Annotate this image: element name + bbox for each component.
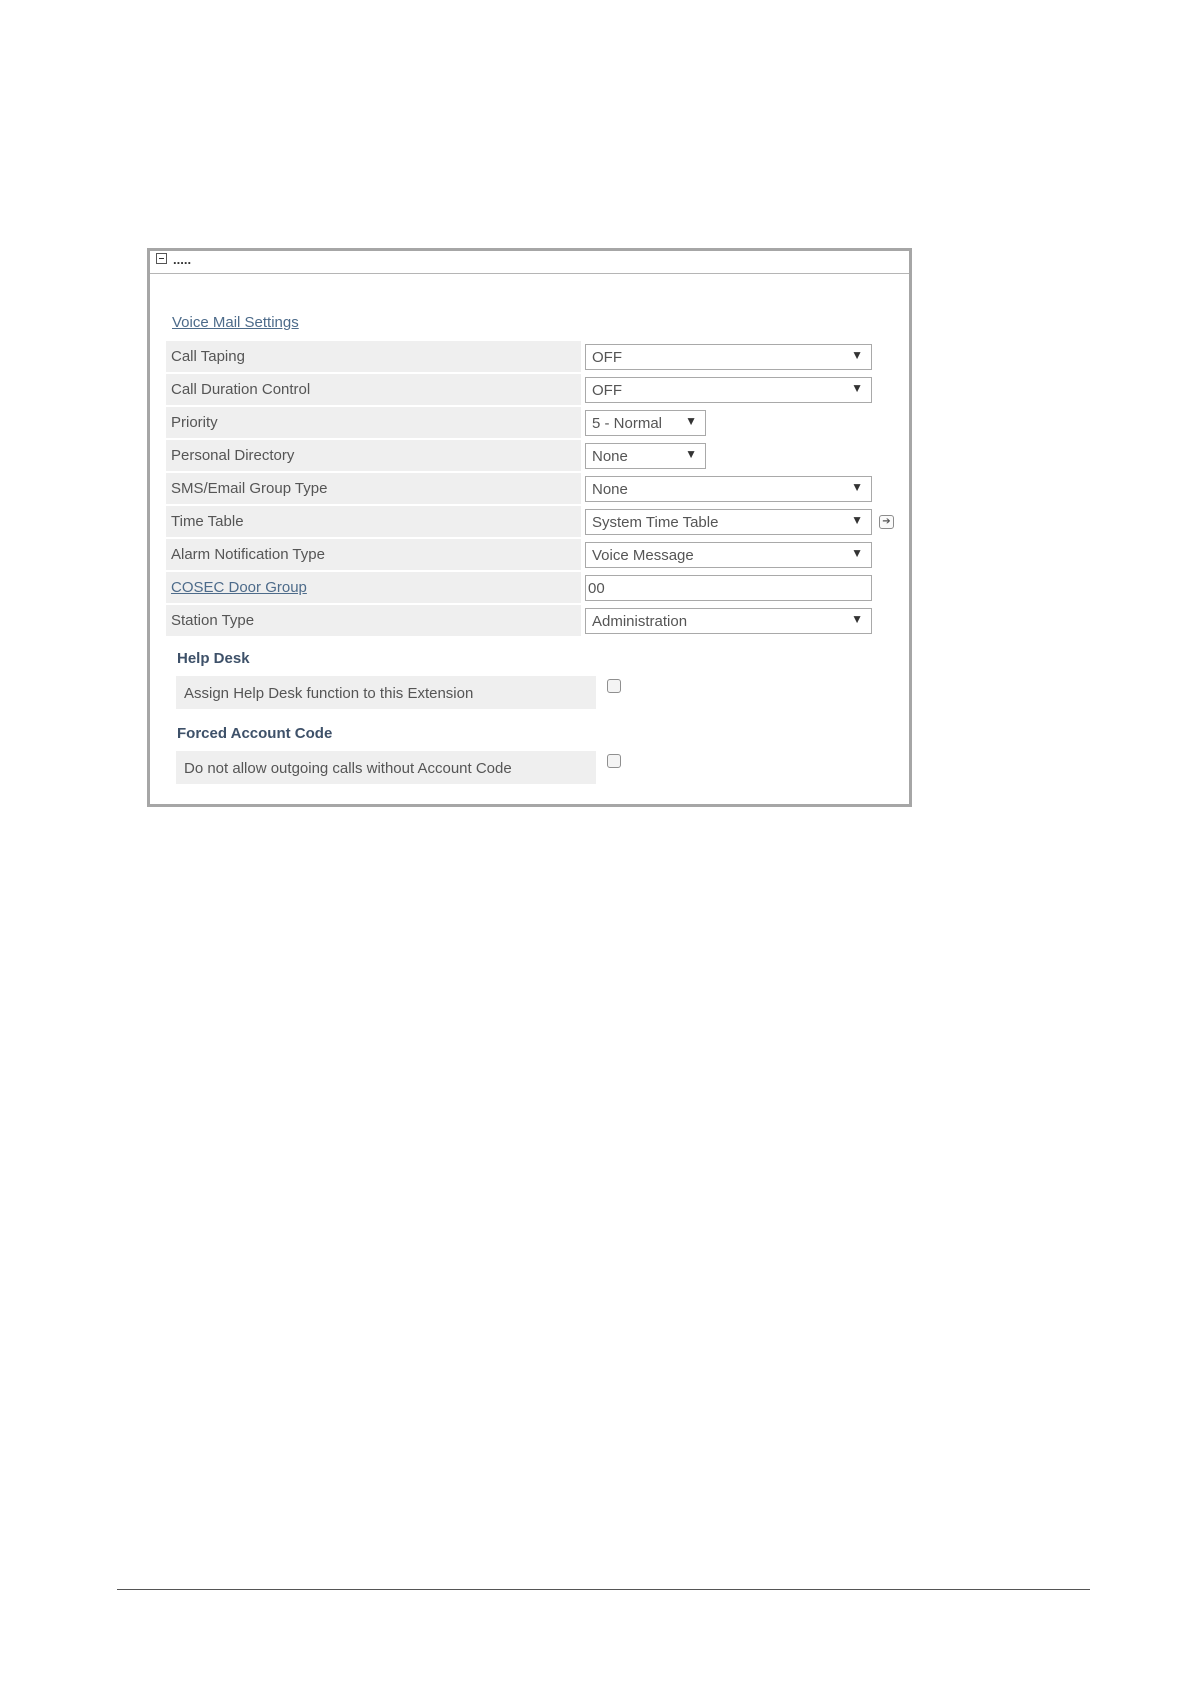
forced-account-code-checkbox-label: Do not allow outgoing calls without Account Code <box>176 751 596 784</box>
cosec-door-group-row <box>166 572 886 603</box>
forced-account-code-checkbox[interactable] <box>607 754 621 768</box>
sms-email-group-type-value: None <box>592 481 628 498</box>
settings-rows <box>166 341 891 638</box>
panel-header <box>150 251 909 274</box>
dropdown-arrow-icon: ▼ <box>851 513 863 527</box>
station-type-row <box>166 605 886 636</box>
dropdown-arrow-icon: ▼ <box>685 414 697 428</box>
alarm-notification-type-value: Voice Message <box>592 547 694 564</box>
arrow-right-icon[interactable]: ➔ <box>879 515 894 529</box>
priority-select[interactable] <box>585 410 706 436</box>
station-type-label: Station Type <box>166 605 581 636</box>
call-taping-value: OFF <box>592 349 622 366</box>
dropdown-arrow-icon: ▼ <box>851 480 863 494</box>
sms-email-group-type-label: SMS/Email Group Type <box>166 473 581 504</box>
help-desk-checkbox-label: Assign Help Desk function to this Extension <box>176 676 596 709</box>
personal-directory-label: Personal Directory <box>166 440 581 471</box>
footer-divider <box>117 1589 1090 1590</box>
time-table-label: Time Table <box>166 506 581 537</box>
help-desk-heading: Help Desk <box>177 650 250 667</box>
sms-email-group-type-select[interactable] <box>585 476 872 502</box>
collapse-icon[interactable] <box>156 253 167 264</box>
dropdown-arrow-icon: ▼ <box>685 447 697 461</box>
call-taping-label: Call Taping <box>166 341 581 372</box>
dropdown-arrow-icon: ▼ <box>851 546 863 560</box>
priority-value: 5 - Normal <box>592 415 663 432</box>
personal-directory-value: None <box>592 448 628 465</box>
alarm-notification-type-select[interactable] <box>585 542 872 568</box>
dropdown-arrow-icon: ▼ <box>851 612 863 626</box>
panel-title: ..... <box>173 252 192 267</box>
voice-mail-settings-link[interactable]: Voice Mail Settings <box>172 314 299 331</box>
call-duration-control-label: Call Duration Control <box>166 374 581 405</box>
dropdown-arrow-icon: ▼ <box>851 348 863 362</box>
alarm-notification-type-row <box>166 539 886 570</box>
call-taping-select[interactable] <box>585 344 872 370</box>
time-table-value: System Time Table <box>592 514 719 531</box>
extension-settings-panel <box>147 248 912 807</box>
dropdown-arrow-icon: ▼ <box>851 381 863 395</box>
time-table-select[interactable] <box>585 509 872 535</box>
priority-row <box>166 407 886 438</box>
forced-account-code-heading: Forced Account Code <box>177 725 333 742</box>
priority-label: Priority <box>166 407 581 438</box>
time-table-row <box>166 506 891 537</box>
personal-directory-select[interactable] <box>585 443 706 469</box>
personal-directory-row <box>166 440 886 471</box>
station-type-value: Administration <box>592 613 688 630</box>
alarm-notification-type-label: Alarm Notification Type <box>166 539 581 570</box>
cosec-door-group-input[interactable] <box>585 575 872 601</box>
station-type-select[interactable] <box>585 608 872 634</box>
cosec-door-group-link[interactable]: COSEC Door Group <box>166 572 581 603</box>
call-duration-control-row <box>166 374 886 405</box>
sms-email-group-type-row <box>166 473 886 504</box>
help-desk-checkbox[interactable] <box>607 679 621 693</box>
call-taping-row <box>166 341 886 372</box>
call-duration-control-select[interactable] <box>585 377 872 403</box>
call-duration-control-value: OFF <box>592 382 622 399</box>
